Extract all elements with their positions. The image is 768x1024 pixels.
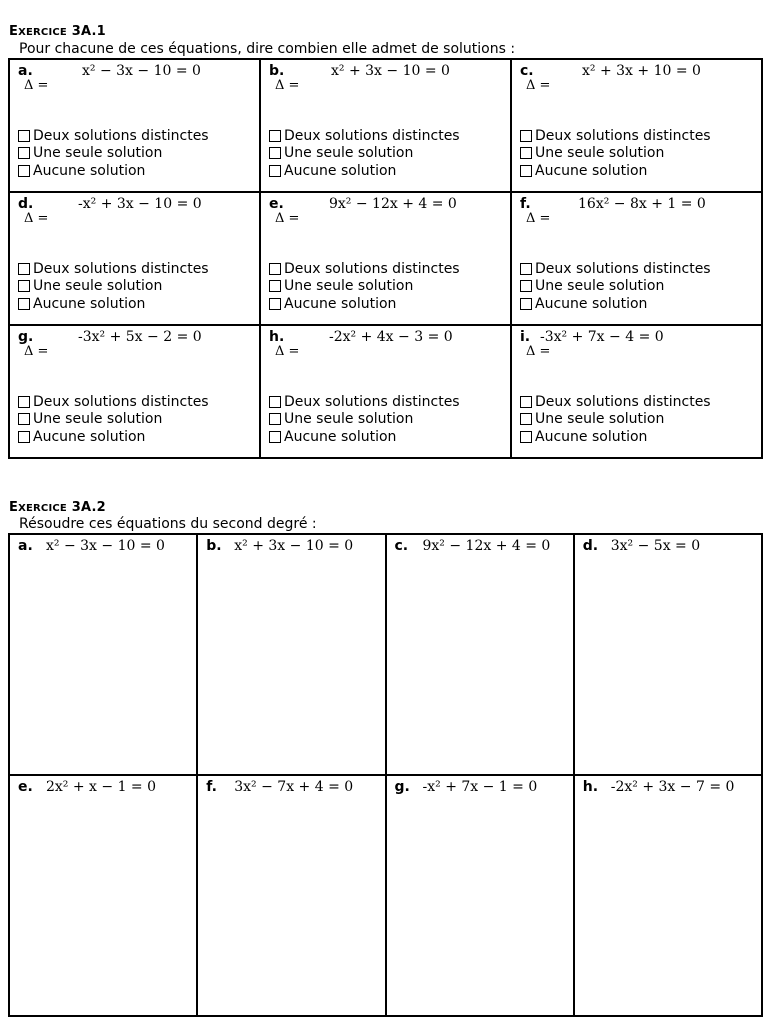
solve-cell-f[interactable]: [198, 776, 384, 1015]
item-letter: a.: [18, 538, 33, 554]
item-letter: g.: [394, 779, 410, 795]
option-label: Deux solutions distinctes: [33, 260, 209, 277]
equation-cell-h: [261, 326, 510, 457]
solve-cell-d[interactable]: [575, 535, 761, 774]
option-one-solution[interactable]: [269, 278, 460, 296]
option-one-solution[interactable]: [18, 145, 209, 163]
equation-text: -x² + 7x − 1 = 0: [422, 779, 538, 795]
item-letter: d.: [582, 538, 599, 554]
option-label: Une seule solution: [284, 411, 414, 428]
checkbox[interactable]: [520, 147, 532, 159]
equation-text: 16x² − 8x + 1 = 0: [578, 196, 706, 212]
option-two-solutions[interactable]: [269, 393, 460, 411]
checkbox[interactable]: [520, 130, 532, 142]
option-one-solution[interactable]: [520, 411, 711, 429]
checkbox[interactable]: [269, 396, 281, 408]
solve-cell-h[interactable]: [575, 776, 761, 1015]
option-no-solution[interactable]: [520, 162, 711, 180]
checkbox[interactable]: [18, 298, 30, 310]
option-label: Aucune solution: [284, 295, 397, 312]
exercise-2-title: [9, 500, 106, 515]
answer-options: [269, 127, 460, 180]
option-label: Deux solutions distinctes: [284, 127, 460, 144]
option-label: Aucune solution: [535, 428, 648, 445]
option-no-solution[interactable]: [269, 428, 460, 446]
checkbox[interactable]: [18, 280, 30, 292]
option-label: Une seule solution: [284, 278, 414, 295]
option-label: Aucune solution: [33, 295, 146, 312]
title-cap: E: [9, 500, 19, 515]
option-label: Une seule solution: [33, 278, 163, 295]
option-label: Aucune solution: [284, 428, 397, 445]
option-label: Aucune solution: [535, 162, 648, 179]
title-small-caps: XERCICE: [18, 27, 67, 38]
option-label: Deux solutions distinctes: [33, 127, 209, 144]
answer-options: [520, 260, 711, 313]
item-letter: h.: [582, 779, 599, 795]
solve-cell-b[interactable]: [198, 535, 384, 774]
equation-text: 3x² − 7x + 4 = 0: [234, 779, 354, 795]
exercise-1-title: [9, 24, 106, 39]
checkbox[interactable]: [520, 396, 532, 408]
option-one-solution[interactable]: [18, 411, 209, 429]
checkbox[interactable]: [269, 263, 281, 275]
equation-text: x² − 3x − 10 = 0: [46, 538, 165, 554]
title-cap: E: [9, 24, 19, 39]
equation-cell-c: [512, 60, 761, 191]
option-one-solution[interactable]: [520, 278, 711, 296]
solve-cell-g[interactable]: [387, 776, 573, 1015]
solve-cell-c[interactable]: [387, 535, 573, 774]
equation-text: x² + 3x − 10 = 0: [331, 63, 450, 79]
option-label: Aucune solution: [284, 162, 397, 179]
checkbox[interactable]: [18, 396, 30, 408]
item-letter: e.: [18, 779, 33, 795]
checkbox[interactable]: [269, 147, 281, 159]
option-two-solutions[interactable]: [18, 393, 209, 411]
item-letter: f.: [206, 779, 217, 795]
option-label: Aucune solution: [33, 162, 146, 179]
item-letter: a.: [18, 63, 33, 79]
item-letter: d.: [18, 196, 34, 212]
checkbox[interactable]: [269, 165, 281, 177]
delta-label: Δ =: [24, 78, 49, 93]
answer-options: [18, 127, 209, 180]
checkbox[interactable]: [520, 431, 532, 443]
checkbox[interactable]: [18, 413, 30, 425]
option-two-solutions[interactable]: [520, 260, 711, 278]
option-no-solution[interactable]: [520, 428, 711, 446]
option-label: Aucune solution: [535, 295, 648, 312]
option-no-solution[interactable]: [18, 295, 209, 313]
answer-options: [18, 260, 209, 313]
option-no-solution[interactable]: [269, 295, 460, 313]
checkbox[interactable]: [269, 130, 281, 142]
option-two-solutions[interactable]: [520, 393, 711, 411]
option-two-solutions[interactable]: [269, 260, 460, 278]
checkbox[interactable]: [269, 298, 281, 310]
equation-text: x² + 3x + 10 = 0: [582, 63, 701, 79]
equation-cell-e: [261, 193, 510, 324]
checkbox[interactable]: [520, 280, 532, 292]
checkbox[interactable]: [18, 165, 30, 177]
equation-text: -2x² + 4x − 3 = 0: [329, 329, 453, 345]
equation-text: -x² + 3x − 10 = 0: [78, 196, 202, 212]
title-small-caps: XERCICE: [18, 503, 67, 514]
exercise-1-grid: [8, 58, 763, 459]
option-no-solution[interactable]: [520, 295, 711, 313]
answer-options: [269, 393, 460, 446]
item-letter: h.: [269, 329, 285, 345]
equation-text: -3x² + 7x − 4 = 0: [540, 329, 664, 345]
checkbox[interactable]: [269, 280, 281, 292]
equation-text: -2x² + 3x − 7 = 0: [610, 779, 735, 795]
item-letter: b.: [206, 538, 222, 554]
item-letter: f.: [520, 196, 531, 212]
delta-label: Δ =: [275, 78, 300, 93]
option-label: Une seule solution: [284, 145, 414, 162]
option-label: Une seule solution: [535, 278, 665, 295]
equation-cell-f: [512, 193, 761, 324]
item-letter: c.: [520, 63, 534, 79]
checkbox[interactable]: [269, 431, 281, 443]
item-letter: e.: [269, 196, 284, 212]
answer-options: [269, 260, 460, 313]
equation-cell-i: [512, 326, 761, 457]
option-one-solution[interactable]: [18, 278, 209, 296]
checkbox[interactable]: [269, 413, 281, 425]
option-label: Deux solutions distinctes: [33, 393, 209, 410]
equation-cell-g: [10, 326, 259, 457]
option-one-solution[interactable]: [269, 145, 460, 163]
option-label: Une seule solution: [535, 145, 665, 162]
equation-cell-b: [261, 60, 510, 191]
checkbox[interactable]: [18, 263, 30, 275]
option-label: Deux solutions distinctes: [284, 260, 460, 277]
equation-cell-a: [10, 60, 259, 191]
delta-label: Δ =: [526, 344, 551, 359]
option-two-solutions[interactable]: [520, 127, 711, 145]
item-letter: i.: [520, 329, 531, 345]
solve-cell-a[interactable]: [10, 535, 196, 774]
option-two-solutions[interactable]: [18, 260, 209, 278]
option-no-solution[interactable]: [269, 162, 460, 180]
delta-label: Δ =: [275, 211, 300, 226]
option-label: Une seule solution: [33, 145, 163, 162]
option-label: Aucune solution: [33, 428, 146, 445]
option-label: Une seule solution: [33, 411, 163, 428]
option-label: Deux solutions distinctes: [284, 393, 460, 410]
checkbox[interactable]: [18, 147, 30, 159]
title-number: 3A.2: [66, 500, 106, 515]
checkbox[interactable]: [18, 431, 30, 443]
option-label: Deux solutions distinctes: [535, 393, 711, 410]
item-letter: b.: [269, 63, 285, 79]
delta-label: Δ =: [24, 344, 49, 359]
option-two-solutions[interactable]: [18, 127, 209, 145]
option-no-solution[interactable]: [18, 428, 209, 446]
equation-text: x² − 3x − 10 = 0: [82, 63, 201, 79]
delta-label: Δ =: [526, 211, 551, 226]
item-letter: g.: [18, 329, 34, 345]
option-one-solution[interactable]: [520, 145, 711, 163]
delta-label: Δ =: [275, 344, 300, 359]
option-one-solution[interactable]: [269, 411, 460, 429]
exercise-2-instruction: Résoudre ces équations du second degré :: [19, 516, 317, 532]
checkbox[interactable]: [520, 165, 532, 177]
checkbox[interactable]: [520, 413, 532, 425]
item-letter: c.: [394, 538, 409, 554]
checkbox[interactable]: [18, 130, 30, 142]
exercise-1-instruction: Pour chacune de ces équations, dire combien elle admet de solutions :: [19, 41, 516, 57]
option-no-solution[interactable]: [18, 162, 209, 180]
exercise-2-grid: [8, 533, 763, 1017]
answer-options: [18, 393, 209, 446]
option-two-solutions[interactable]: [269, 127, 460, 145]
checkbox[interactable]: [520, 263, 532, 275]
answer-options: [520, 127, 711, 180]
option-label: Une seule solution: [535, 411, 665, 428]
equation-text: 3x² − 5x = 0: [610, 538, 701, 554]
equation-cell-d: [10, 193, 259, 324]
equation-text: -3x² + 5x − 2 = 0: [78, 329, 202, 345]
option-label: Deux solutions distinctes: [535, 127, 711, 144]
checkbox[interactable]: [520, 298, 532, 310]
equation-text: 9x² − 12x + 4 = 0: [422, 538, 551, 554]
delta-label: Δ =: [24, 211, 49, 226]
equation-text: x² + 3x − 10 = 0: [234, 538, 354, 554]
equation-text: 9x² − 12x + 4 = 0: [329, 196, 457, 212]
equation-text: 2x² + x − 1 = 0: [46, 779, 157, 795]
option-label: Deux solutions distinctes: [535, 260, 711, 277]
delta-label: Δ =: [526, 78, 551, 93]
title-number: 3A.1: [66, 24, 106, 39]
answer-options: [520, 393, 711, 446]
solve-cell-e[interactable]: [10, 776, 196, 1015]
